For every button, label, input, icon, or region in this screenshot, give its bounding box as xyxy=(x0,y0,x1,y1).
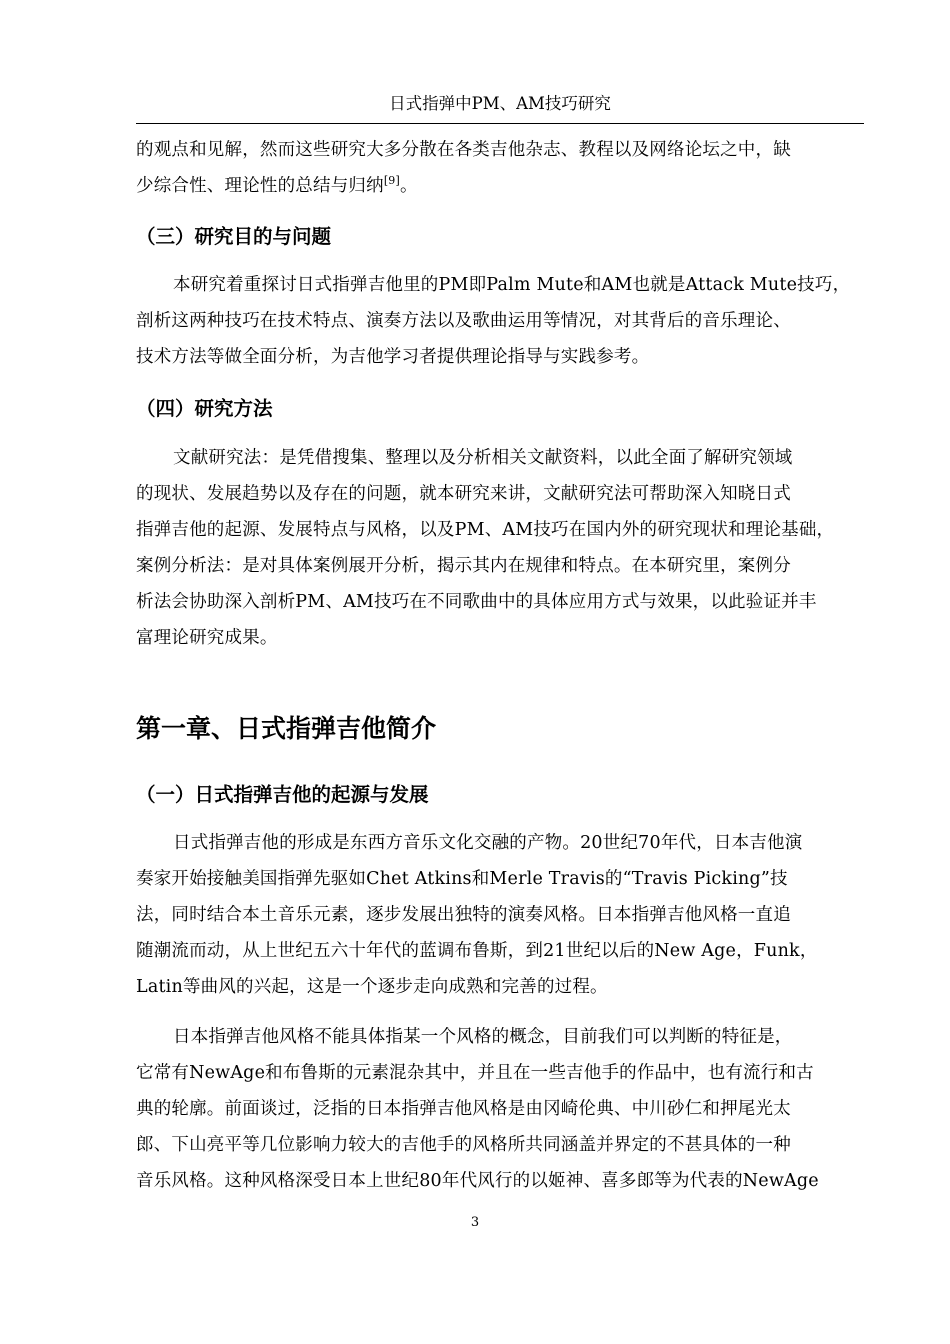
text-line: 指弹吉他的起源、发展特点与风格，以及PM、AM技巧在国内外的研究现状和理论基础， xyxy=(136,520,835,540)
running-header: 日式指弹中PM、AM技巧研究 xyxy=(389,94,611,113)
text-line: 典的轮廓。前面谈过，泛指的日本指弹吉他风格是由冈崎伦典、中川砂仁和押尾光太 xyxy=(136,1099,791,1119)
section-heading-origin: （一）日式指弹吉他的起源与发展 xyxy=(136,783,429,806)
text-line xyxy=(136,168,870,204)
text-line: 析法会协助深入剖析PM、AM技巧在不同歌曲中的具体应用方式与效果，以此验证并丰 xyxy=(136,592,817,612)
text-line: 的观点和见解，然而这些研究大多分散在各类吉他杂志、教程以及网络论坛之中，缺 xyxy=(136,140,791,160)
text-line: 案例分析法：是对具体案例展开分析，揭示其内在规律和特点。在本研究里，案例分 xyxy=(136,556,791,576)
origin-paragraph-1 xyxy=(136,825,870,1005)
text-line: 的现状、发展趋势以及存在的问题，就本研究来讲，文献研究法可帮助深入知晓日式 xyxy=(136,484,791,504)
citation-mark: [9] xyxy=(383,174,400,188)
text-line: 剖析这两种技巧在技术特点、演奏方法以及歌曲运用等情况，对其背后的音乐理论、 xyxy=(136,311,791,331)
text-line: 法，同时结合本土音乐元素，逐步发展出独特的演奏风格。日本指弹吉他风格一直追 xyxy=(136,905,791,925)
intro-paragraph xyxy=(136,132,870,204)
text-line: 本研究着重探讨日式指弹吉他里的PM即Palm Mute和AM也就是Attack Mute技巧， xyxy=(173,275,851,295)
text-line: 随潮流而动，从上世纪五六十年代的蓝调布鲁斯，到21世纪以后的New Age，Funk， xyxy=(136,941,818,961)
section-heading-methods: （四）研究方法 xyxy=(136,397,273,420)
text-line: 日式指弹吉他的形成是东西方音乐文化交融的产物。20世纪70年代，日本吉他演 xyxy=(173,833,803,853)
origin-paragraph-2 xyxy=(136,1019,870,1199)
text-line: 日本指弹吉他风格不能具体指某一个风格的概念，目前我们可以判断的特征是， xyxy=(173,1027,793,1047)
text-line: 它常有NewAge和布鲁斯的元素混杂其中，并且在一些吉他手的作品中，也有流行和古 xyxy=(136,1063,814,1083)
header-rule xyxy=(136,123,864,124)
purpose-paragraph xyxy=(136,267,870,375)
text-line: 技术方法等做全面分析，为吉他学习者提供理论指导与实践参考。 xyxy=(136,347,650,367)
chapter-heading: 第一章、日式指弹吉他简介 xyxy=(136,714,437,743)
text-line: Latin等曲风的兴起，这是一个逐步走向成熟和完善的过程。 xyxy=(136,977,608,997)
page-number: 3 xyxy=(470,1215,480,1230)
section-heading-purpose: （三）研究目的与问题 xyxy=(136,225,332,248)
text-line-content: 少综合性、理论性的总结与归纳 xyxy=(136,176,384,196)
text-line: 音乐风格。这种风格深受日本上世纪80年代风行的以姬神、喜多郎等为代表的NewAge xyxy=(136,1171,819,1191)
text-line: 郎、下山亮平等几位影响力较大的吉他手的风格所共同涵盖并界定的不甚具体的一种 xyxy=(136,1135,791,1155)
text-line-end: 。 xyxy=(400,176,418,196)
text-line: 富理论研究成果。 xyxy=(136,628,278,648)
text-line: 文献研究法：是凭借搜集、整理以及分析相关文献资料，以此全面了解研究领域 xyxy=(173,448,793,468)
text-line: 奏家开始接触美国指弹先驱如Chet Atkins和Merle Travis的“Travis Picking”技 xyxy=(136,869,788,889)
methods-paragraph xyxy=(136,440,870,656)
